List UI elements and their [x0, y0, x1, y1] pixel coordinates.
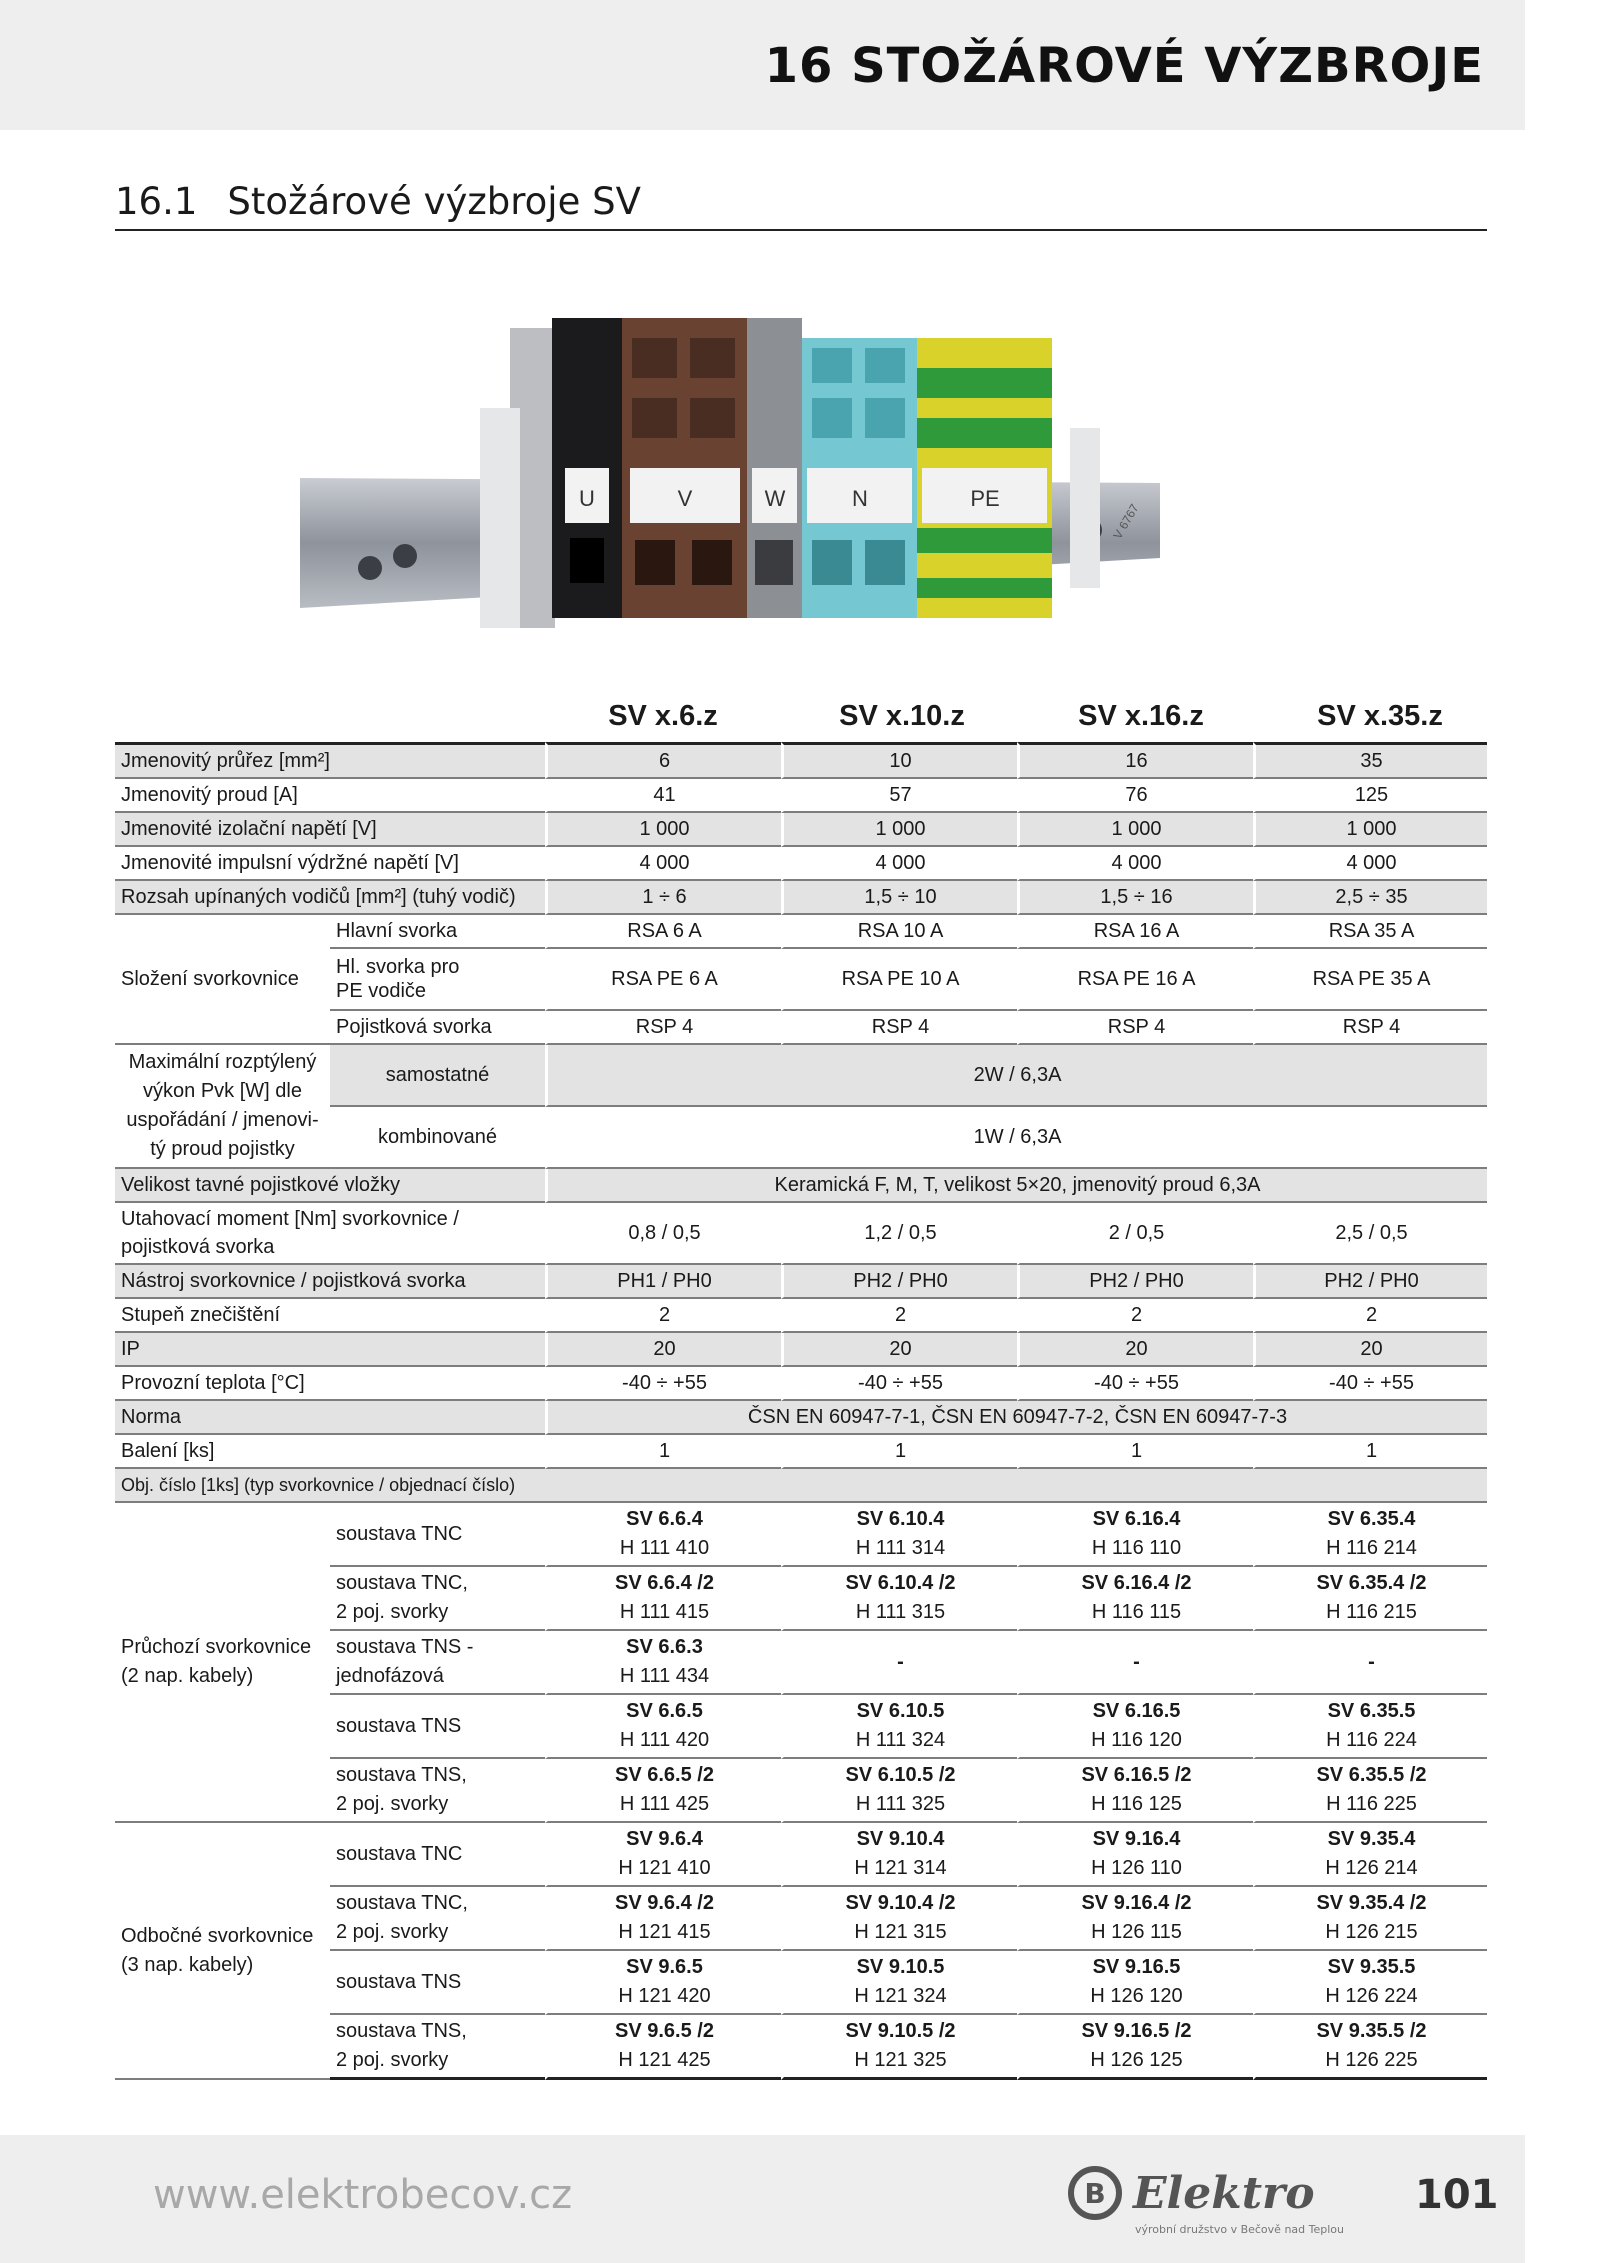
cell: RSA 35 A	[1253, 915, 1487, 949]
order-number: H 121 420	[618, 1985, 711, 2007]
order-code-cell	[1017, 1695, 1253, 1759]
order-code-cell	[781, 1951, 1017, 2015]
label-line: (2 nap. kabely)	[121, 1665, 254, 1687]
type-code: SV 6.10.5	[856, 1700, 945, 1722]
group-label: Složení svorkovnice	[115, 915, 330, 1045]
label-line: soustava TNC	[336, 1522, 463, 1545]
type-code: SV 9.16.4 /2	[1081, 1892, 1192, 1914]
table-row	[115, 1435, 1487, 1469]
svg-text:B: B	[1084, 2177, 1106, 2210]
type-code: -	[897, 1650, 904, 1673]
label-line: Odbočné svorkovnice	[121, 1924, 314, 1947]
order-code-cell	[1253, 1695, 1487, 1759]
type-code: SV 9.35.4	[1327, 1828, 1416, 1850]
order-code-cell	[545, 1503, 781, 1567]
cell: RSP 4	[1253, 1011, 1487, 1045]
cell: 125	[1253, 779, 1487, 813]
order-code-cell	[545, 1567, 781, 1631]
label-n: N	[852, 486, 868, 511]
order-number: H 126 225	[1325, 2049, 1418, 2071]
cell: 2	[545, 1299, 781, 1333]
table-row	[115, 1503, 1487, 1567]
table-row	[115, 847, 1487, 881]
order-number: H 111 420	[619, 1729, 710, 1751]
table-row	[115, 813, 1487, 847]
order-code-cell	[781, 1887, 1017, 1951]
label-w: W	[764, 486, 786, 511]
order-code-cell	[545, 2015, 781, 2080]
type-code: SV 9.6.4 /2	[615, 1892, 714, 1914]
column-header: SV x.6.z	[608, 700, 718, 732]
website-link[interactable]: www.elektrobecov.cz	[153, 2172, 573, 2218]
row-label	[330, 1567, 545, 1631]
cell: 4 000	[781, 847, 1017, 881]
group-label	[115, 1823, 330, 2080]
label-line: Hl. svorka pro	[336, 956, 460, 978]
label-line: (3 nap. kabely)	[121, 1953, 254, 1976]
type-code: SV 9.35.5 /2	[1316, 2020, 1427, 2042]
section-number: 16.1	[115, 180, 198, 223]
terminal-window	[570, 538, 604, 583]
order-number: H 116 110	[1091, 1537, 1182, 1559]
row-label	[330, 1887, 545, 1951]
cell: PH2 / PH0	[781, 1265, 1017, 1299]
label-line: tý proud pojistky	[150, 1138, 295, 1160]
row-label: kombinované	[330, 1107, 545, 1169]
cell: RSA 10 A	[781, 915, 1017, 949]
cell: 6	[545, 742, 781, 779]
cell: 1W / 6,3A	[545, 1107, 1487, 1169]
label-line: 2 poj. svorky	[336, 1793, 449, 1815]
cell: RSA 6 A	[545, 915, 781, 949]
cell: 2W / 6,3A	[545, 1045, 1487, 1107]
order-number: H 116 215	[1326, 1601, 1417, 1623]
label-line: PE vodiče	[336, 980, 427, 1002]
cell: Keramická F, M, T, velikost 5×20, jmenovitý proud 6,3A	[545, 1169, 1487, 1203]
order-number: H 126 224	[1325, 1985, 1418, 2007]
order-code-cell	[781, 1567, 1017, 1631]
cell: 20	[1017, 1333, 1253, 1367]
chapter-title: 16 STOŽÁROVÉ VÝZBROJE	[764, 38, 1484, 94]
order-code-cell	[545, 1887, 781, 1951]
label-u: U	[579, 486, 595, 511]
cell: 10	[781, 742, 1017, 779]
spec-table	[115, 742, 1487, 2080]
cell: PH2 / PH0	[1253, 1265, 1487, 1299]
row-label: Jmenovité izolační napětí [V]	[115, 813, 545, 847]
table-row	[115, 881, 1487, 915]
label-line: soustava TNS,	[336, 1764, 467, 1786]
order-code-cell	[781, 1695, 1017, 1759]
type-code: -	[1133, 1650, 1140, 1673]
order-number: H 126 215	[1325, 1921, 1418, 1943]
cell: RSP 4	[781, 1011, 1017, 1045]
type-code: SV 6.10.4 /2	[845, 1572, 956, 1594]
order-number: H 126 120	[1090, 1985, 1183, 2007]
order-number: H 111 425	[619, 1793, 710, 1815]
table-row	[115, 742, 1487, 779]
table-row	[115, 1823, 1487, 1887]
cell: 2	[781, 1299, 1017, 1333]
order-number: H 116 115	[1091, 1601, 1182, 1623]
row-label: Norma	[115, 1401, 545, 1435]
terminal-block-photo	[290, 278, 1170, 638]
row-label: samostatné	[330, 1045, 545, 1107]
order-code-cell	[781, 1631, 1017, 1695]
order-number: H 126 125	[1090, 2049, 1183, 2071]
label-line: uspořádání / jmenovi-	[126, 1109, 319, 1131]
cell: 1 000	[781, 813, 1017, 847]
row-label: Velikost tavné pojistkové vložky	[115, 1169, 545, 1203]
label-line: soustava TNC,	[336, 1892, 468, 1914]
order-number: H 121 324	[854, 1985, 947, 2007]
cell: 1 000	[1253, 813, 1487, 847]
pruchozi-group	[115, 1503, 1487, 1823]
label-line: soustava TNS	[336, 1970, 462, 1993]
table-row	[115, 1333, 1487, 1367]
order-number: H 116 225	[1326, 1793, 1417, 1815]
cell: 1 ÷ 6	[545, 881, 781, 915]
label-v: V	[677, 486, 693, 511]
cell: 1 000	[545, 813, 781, 847]
table-row	[115, 1367, 1487, 1401]
order-code-cell	[1253, 1887, 1487, 1951]
row-label: Stupeň znečištění	[115, 1299, 545, 1333]
order-code-cell	[1253, 1631, 1487, 1695]
table-row	[115, 1203, 1487, 1265]
cell: 4 000	[1017, 847, 1253, 881]
order-code-cell	[1017, 1951, 1253, 2015]
label-line: Maximální rozptýlený	[128, 1051, 317, 1073]
column-header: SV x.35.z	[1317, 700, 1443, 732]
order-code-cell	[781, 1759, 1017, 1823]
cell: 41	[545, 779, 781, 813]
order-code-cell	[781, 1823, 1017, 1887]
label-line: soustava TNS -	[336, 1636, 474, 1658]
order-number: H 116 214	[1326, 1537, 1417, 1559]
order-code-cell	[1253, 1951, 1487, 2015]
cell: -40 ÷ +55	[545, 1367, 781, 1401]
type-code: SV 6.6.3	[626, 1636, 703, 1658]
label-line: Utahovací moment [Nm] svorkovnice /	[121, 1208, 459, 1230]
order-code-cell	[1017, 1631, 1253, 1695]
column-header: SV x.16.z	[1078, 700, 1204, 732]
order-number: H 111 314	[855, 1537, 946, 1559]
cell: -40 ÷ +55	[1253, 1367, 1487, 1401]
type-code: SV 6.35.5	[1327, 1700, 1416, 1722]
row-label	[330, 1503, 545, 1567]
cell: PH1 / PH0	[545, 1265, 781, 1299]
type-code: SV 9.10.5 /2	[845, 2020, 956, 2042]
cell: 1	[1017, 1435, 1253, 1469]
type-code: SV 9.6.5 /2	[615, 2020, 714, 2042]
cell: 2 / 0,5	[1017, 1203, 1253, 1265]
cell: 1,2 / 0,5	[781, 1203, 1017, 1265]
order-code-cell	[1017, 2015, 1253, 2080]
order-number: H 126 110	[1091, 1857, 1182, 1879]
label-line: soustava TNC	[336, 1842, 463, 1865]
label-line: pojistková svorka	[121, 1236, 275, 1258]
type-code: SV 6.35.4	[1327, 1508, 1416, 1530]
cell: 57	[781, 779, 1017, 813]
order-number: H 121 314	[854, 1857, 947, 1879]
cell: 1 000	[1017, 813, 1253, 847]
type-code: SV 9.16.4	[1092, 1828, 1181, 1850]
type-code: SV 6.6.5 /2	[615, 1764, 714, 1786]
type-code: SV 6.35.5 /2	[1316, 1764, 1427, 1786]
cell: ČSN EN 60947-7-1, ČSN EN 60947-7-2, ČSN EN 60947-7-3	[545, 1401, 1487, 1435]
type-code: SV 6.16.5	[1092, 1700, 1181, 1722]
column-headers	[115, 700, 1487, 740]
table-row	[115, 1469, 1487, 1503]
row-label: IP	[115, 1333, 545, 1367]
row-label	[330, 949, 545, 1011]
group-label	[115, 1045, 330, 1169]
label-pe: PE	[970, 486, 1000, 511]
order-code-cell	[1253, 1503, 1487, 1567]
order-code-cell	[1017, 1887, 1253, 1951]
type-code: SV 6.10.5 /2	[845, 1764, 956, 1786]
label-line: 2 poj. svorky	[336, 2049, 449, 2071]
order-code-cell	[545, 1695, 781, 1759]
order-number: H 126 115	[1091, 1921, 1182, 1943]
order-code-cell	[1017, 1823, 1253, 1887]
cell: RSA 16 A	[1017, 915, 1253, 949]
group-label	[115, 1503, 330, 1823]
row-label: Provozní teplota [°C]	[115, 1367, 545, 1401]
cell: 20	[781, 1333, 1017, 1367]
type-code: SV 9.6.5	[626, 1956, 703, 1978]
type-code: SV 9.10.5	[856, 1956, 945, 1978]
order-code-cell	[1253, 1823, 1487, 1887]
cell: RSA PE 35 A	[1253, 949, 1487, 1011]
label-line: soustava TNC,	[336, 1572, 468, 1594]
cell: RSP 4	[1017, 1011, 1253, 1045]
end-stopper	[1070, 428, 1100, 588]
row-label: Pojistková svorka	[330, 1011, 545, 1045]
table-row	[115, 1265, 1487, 1299]
order-code-cell	[781, 2015, 1017, 2080]
logo-subtitle: výrobní družstvo v Bečově nad Teplou	[1135, 2223, 1344, 2236]
row-label	[330, 1631, 545, 1695]
cell: 1	[781, 1435, 1017, 1469]
order-number: H 116 125	[1091, 1793, 1182, 1815]
order-code-cell	[545, 1631, 781, 1695]
row-label: Jmenovitý průřez [mm²]	[115, 742, 545, 779]
row-label: Hlavní svorka	[330, 915, 545, 949]
order-number: H 121 410	[618, 1857, 711, 1879]
cell: 20	[545, 1333, 781, 1367]
order-number: H 126 214	[1325, 1857, 1418, 1879]
type-code: SV 9.16.5 /2	[1081, 2020, 1192, 2042]
page-number: 101	[1415, 2172, 1499, 2218]
cell: 76	[1017, 779, 1253, 813]
order-code-cell	[1253, 2015, 1487, 2080]
type-code: SV 9.10.4	[856, 1828, 945, 1850]
row-label	[330, 2015, 545, 2080]
order-number: H 111 315	[855, 1601, 946, 1623]
order-code-cell	[1253, 1759, 1487, 1823]
order-code-cell	[1017, 1759, 1253, 1823]
column-header: SV x.10.z	[839, 700, 965, 732]
cell: 1	[545, 1435, 781, 1469]
row-label: Nástroj svorkovnice / pojistková svorka	[115, 1265, 545, 1299]
type-code: SV 6.35.4 /2	[1316, 1572, 1427, 1594]
cell: 1,5 ÷ 16	[1017, 881, 1253, 915]
row-label: Balení [ks]	[115, 1435, 545, 1469]
elektro-logo	[1065, 2158, 1385, 2238]
order-number: H 121 425	[618, 2049, 711, 2071]
order-code-cell	[1253, 1567, 1487, 1631]
table-row	[115, 1045, 1487, 1107]
type-code: SV 6.6.5	[626, 1700, 703, 1722]
order-number: H 111 410	[619, 1537, 710, 1559]
cell: 2,5 / 0,5	[1253, 1203, 1487, 1265]
type-code: SV 9.10.4 /2	[845, 1892, 956, 1914]
label-line: jednofázová	[336, 1665, 444, 1687]
type-code: SV 6.10.4	[856, 1508, 945, 1530]
odbocne-group	[115, 1823, 1487, 2080]
type-code: -	[1368, 1650, 1375, 1673]
label-line: 2 poj. svorky	[336, 1921, 449, 1943]
row-label: Jmenovitý proud [A]	[115, 779, 545, 813]
order-code-cell	[545, 1823, 781, 1887]
cell: 2,5 ÷ 35	[1253, 881, 1487, 915]
rail-code: V 6767	[1110, 501, 1142, 542]
cell: 16	[1017, 742, 1253, 779]
order-code-cell	[545, 1951, 781, 2015]
cell: RSA PE 6 A	[545, 949, 781, 1011]
order-number: H 121 315	[854, 1921, 947, 1943]
type-code: SV 6.16.4	[1092, 1508, 1181, 1530]
cell: -40 ÷ +55	[1017, 1367, 1253, 1401]
cell: 0,8 / 0,5	[545, 1203, 781, 1265]
type-code: SV 9.6.4	[626, 1828, 703, 1850]
row-label: Rozsah upínaných vodičů [mm²] (tuhý vodič)	[115, 881, 545, 915]
type-code: SV 6.6.4 /2	[615, 1572, 714, 1594]
type-code: SV 9.35.5	[1327, 1956, 1416, 1978]
order-number: H 111 324	[855, 1729, 946, 1751]
label-line: 2 poj. svorky	[336, 1601, 449, 1623]
order-number: H 116 224	[1326, 1729, 1417, 1751]
type-code: SV 6.16.4 /2	[1081, 1572, 1192, 1594]
order-code-cell	[545, 1759, 781, 1823]
type-code: SV 6.6.4	[626, 1508, 703, 1530]
table-row	[115, 915, 1487, 949]
cell: 1	[1253, 1435, 1487, 1469]
order-code-cell	[1017, 1503, 1253, 1567]
row-label: Jmenovité impulsní výdržné napětí [V]	[115, 847, 545, 881]
table-row	[115, 779, 1487, 813]
type-code: SV 9.35.4 /2	[1316, 1892, 1427, 1914]
order-code-cell	[781, 1503, 1017, 1567]
label-line: výkon Pvk [W] dle	[143, 1080, 302, 1102]
order-number: H 116 120	[1091, 1729, 1182, 1751]
cell: 1,5 ÷ 10	[781, 881, 1017, 915]
order-number: H 121 415	[618, 1921, 711, 1943]
row-label	[115, 1203, 545, 1265]
cell: 4 000	[545, 847, 781, 881]
rail-hole-icon	[393, 544, 417, 568]
row-label	[330, 1695, 545, 1759]
order-number: H 121 325	[854, 2049, 947, 2071]
cell: RSA PE 16 A	[1017, 949, 1253, 1011]
label-line: soustava TNS	[336, 1714, 462, 1737]
label-line: soustava TNS,	[336, 2020, 467, 2042]
row-label	[330, 1823, 545, 1887]
type-code: SV 9.16.5	[1092, 1956, 1181, 1978]
rail-hole-icon	[358, 556, 382, 580]
cell: RSA PE 10 A	[781, 949, 1017, 1011]
section-name: Stožárové výzbroje SV	[227, 180, 641, 223]
logo-text: Elektro	[1133, 2168, 1315, 2219]
order-code-cell	[1017, 1567, 1253, 1631]
cell: 2	[1253, 1299, 1487, 1333]
table-row	[115, 1299, 1487, 1333]
row-label	[330, 1759, 545, 1823]
cell: 4 000	[1253, 847, 1487, 881]
section-title	[115, 180, 1487, 231]
label-line: Průchozí svorkovnice	[121, 1636, 312, 1658]
type-code: SV 6.16.5 /2	[1081, 1764, 1192, 1786]
order-number: H 111 325	[855, 1793, 946, 1815]
cell: 20	[1253, 1333, 1487, 1367]
row-label: Obj. číslo [1ks] (typ svorkovnice / objednací číslo)	[115, 1469, 1487, 1503]
table-row	[115, 1401, 1487, 1435]
cell: RSP 4	[545, 1011, 781, 1045]
end-clamp	[480, 408, 520, 628]
cell: 2	[1017, 1299, 1253, 1333]
row-label	[330, 1951, 545, 2015]
cell: PH2 / PH0	[1017, 1265, 1253, 1299]
table-row	[115, 1169, 1487, 1203]
order-number: H 111 434	[619, 1665, 710, 1687]
order-number: H 111 415	[619, 1601, 710, 1623]
cell: -40 ÷ +55	[781, 1367, 1017, 1401]
cell: 35	[1253, 742, 1487, 779]
